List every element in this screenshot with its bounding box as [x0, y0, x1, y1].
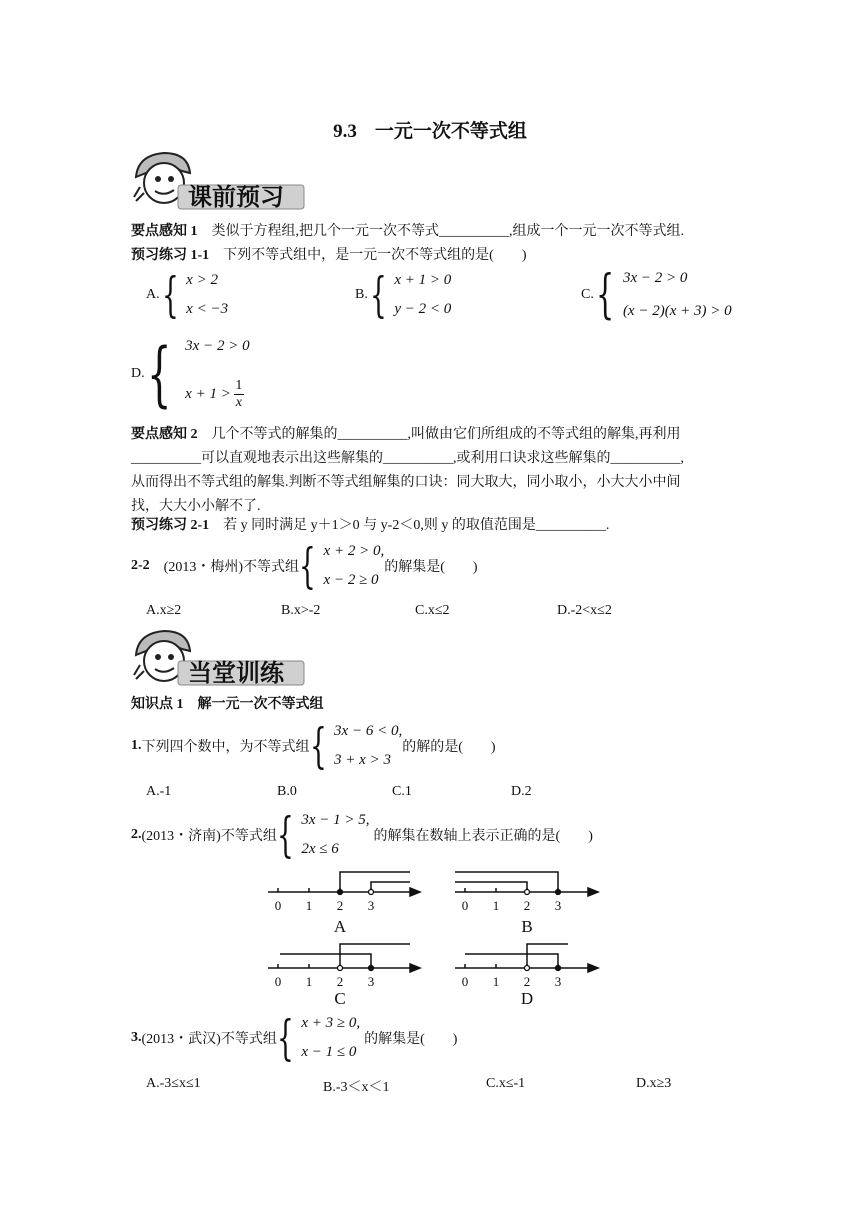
brace-icon: { — [309, 718, 327, 774]
option-d: D. { 3x − 2 > 0 x + 1 > $\frac{1}{x}$ — [131, 333, 250, 415]
knowledge-point-1: 知识点 1 解一元一次不等式组 — [131, 697, 324, 712]
figure-label-a: A — [333, 917, 347, 936]
q2: 2. (2013・济南)不等式组 { 3x − 1 > 5, 2x ≤ 6 的解集在数轴上表示正确的是( ) — [131, 807, 593, 863]
page-title: 9.3 一元一次不等式组 — [333, 121, 527, 142]
figure-label-d: D — [520, 989, 534, 1008]
q3-opt-b: B.-3＜x＜1 — [323, 1080, 390, 1095]
fraction: $\frac{1}{x}$ — [235, 378, 243, 410]
kp2-line1: 要点感知 2 几个不等式的解集的__________,叫做由它们所组成的不等式组的解集,再利用 — [131, 427, 681, 442]
kp2-line4: 找，大大小小解不了. — [131, 499, 261, 514]
ex22-opt-b: B.x>-2 — [281, 603, 321, 618]
option-c: C. { 3x − 2 > 0 (x − 2)(x + 3) > 0 — [581, 265, 732, 325]
ex22-opt-a: A.x≥2 — [146, 603, 182, 618]
brace-icon: { — [146, 333, 172, 415]
option-a: A. { x > 2 x < −3 — [146, 267, 229, 323]
q3-opt-d: D.x≥3 — [636, 1076, 672, 1091]
preview-banner — [130, 147, 310, 218]
kp1: 要点感知 1 类似于方程组,把几个一元一次不等式__________,组成一个一元一次不等式组. — [131, 224, 684, 239]
q3: 3. (2013・武汉)不等式组 { x + 3 ≥ 0, x − 1 ≤ 0 的解集是( ) — [131, 1010, 458, 1066]
kp2-line2: __________可以直观地表示出这些解集的__________,或利用口诀求这些解集的__________, — [131, 451, 684, 466]
q1-opt-d: D.2 — [511, 784, 532, 799]
figure-label-c: C — [334, 989, 346, 1008]
svg-text:3: 3 — [367, 898, 375, 913]
banner-title: 当堂训练 — [188, 659, 284, 687]
brace-icon: { — [276, 807, 294, 863]
cartoon-boy-icon — [130, 147, 310, 213]
svg-text:2: 2 — [523, 898, 531, 913]
svg-text:2: 2 — [336, 898, 344, 913]
svg-text:2: 2 — [336, 974, 344, 989]
brace-icon: { — [276, 1010, 294, 1066]
ex22-opt-d: D.-2<x≤2 — [557, 603, 612, 618]
ex11: 预习练习 1-1 下列不等式组中，是一元一次不等式组的是( ) — [131, 248, 527, 263]
svg-text:0: 0 — [461, 898, 469, 913]
q3-opt-a: A.-3≤x≤1 — [146, 1076, 201, 1091]
q1-opt-b: B.0 — [277, 784, 297, 799]
svg-text:1: 1 — [492, 898, 500, 913]
svg-text:1: 1 — [305, 974, 313, 989]
svg-text:1: 1 — [492, 974, 500, 989]
ex22-opt-c: C.x≤2 — [415, 603, 450, 618]
q1-opt-a: A.-1 — [146, 784, 172, 799]
option-b: B. { x + 1 > 0 y − 2 < 0 — [355, 267, 452, 323]
figure-label-b: B — [521, 917, 533, 936]
number-line-figure — [260, 862, 610, 1012]
svg-text:3: 3 — [554, 974, 562, 989]
brace-icon: { — [369, 267, 387, 323]
ex22: 2-2 (2013・梅州)不等式组 { x + 2 > 0, x − 2 ≥ 0 的解集是( ) — [131, 538, 478, 594]
brace-icon: { — [299, 538, 316, 594]
q3-opt-c: C.x≤-1 — [486, 1076, 526, 1091]
kp2-line3: 从而得出不等式组的解集.判断不等式组解集的口诀：同大取大，同小取小，小大大小中间 — [131, 475, 681, 490]
cartoon-boy-icon — [130, 625, 310, 689]
svg-text:1: 1 — [305, 898, 313, 913]
q1: 1. 下列四个数中，为不等式组 { 3x − 6 < 0, 3 + x > 3 的解的是( ) — [131, 718, 496, 774]
banner-title: 课前预习 — [188, 183, 284, 211]
brace-icon: { — [161, 267, 179, 323]
svg-text:3: 3 — [367, 974, 375, 989]
q1-opt-c: C.1 — [392, 784, 412, 799]
ex21: 预习练习 2-1 若 y 同时满足 y＋1＞0 与 y-2＜0,则 y 的取值范围是__________. — [131, 518, 610, 533]
svg-text:0: 0 — [274, 898, 282, 913]
svg-text:3: 3 — [554, 898, 562, 913]
classwork-banner — [130, 625, 310, 694]
brace-icon: { — [595, 265, 615, 325]
svg-text:0: 0 — [461, 974, 469, 989]
svg-text:0: 0 — [274, 974, 282, 989]
svg-text:2: 2 — [523, 974, 531, 989]
